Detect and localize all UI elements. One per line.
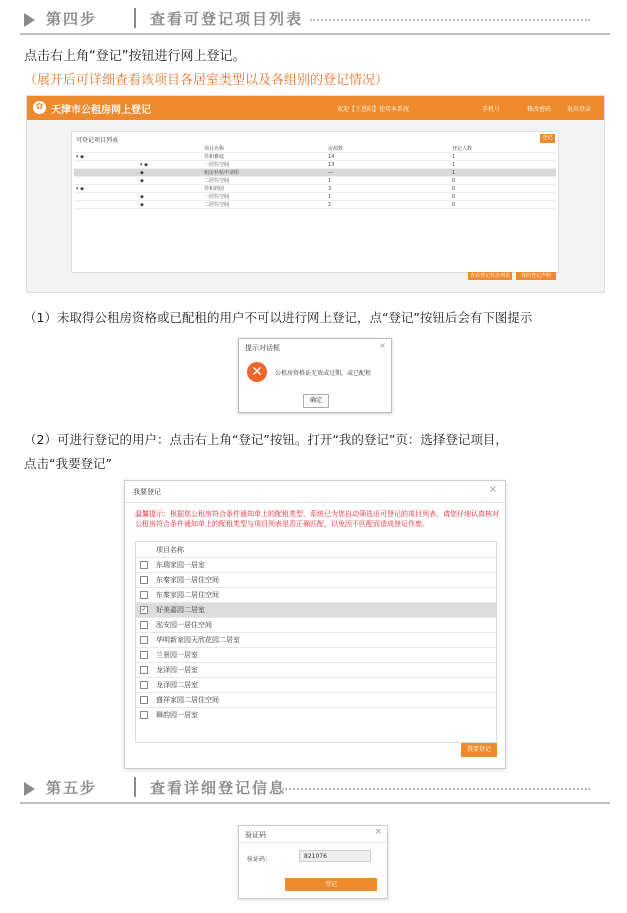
checkbox[interactable] — [140, 621, 148, 629]
dialog-message: 公租房资格证无效或过期，或已配租 — [275, 370, 372, 377]
close-icon[interactable]: × — [488, 484, 497, 495]
nav-logout[interactable]: 退出登录 — [567, 106, 592, 113]
captcha-input[interactable]: 821076 — [299, 850, 371, 862]
header-underline — [20, 802, 610, 804]
step4-header — [20, 5, 610, 35]
captcha-dialog — [238, 825, 388, 899]
logo-icon: ✿ — [33, 101, 46, 114]
dialog-title: 验证码 — [245, 831, 266, 839]
project-checklist — [135, 541, 497, 743]
checkbox[interactable] — [140, 696, 148, 704]
checkbox[interactable] — [140, 681, 148, 689]
step4-title: 查看可登记项目列表 — [150, 10, 304, 28]
list-item[interactable] — [136, 572, 496, 587]
welcome-text: 欢迎【王恩阳】使用本系统 — [337, 106, 410, 113]
ok-button[interactable]: 确定 — [303, 394, 329, 408]
table-row[interactable]: ◆ 一居住空间 1 0 — [74, 193, 556, 201]
project-list-screenshot — [26, 95, 605, 293]
note2-line1: （2）可进行登记的用户：点击右上角“登记”按钮。打开“我的登记”页：选择登记项目， — [24, 432, 508, 447]
divider — [134, 777, 136, 797]
dialog-title: 提示对话框 — [245, 344, 280, 352]
checkbox[interactable] — [140, 651, 148, 659]
item-label: 好美嘉园二居室 — [156, 606, 205, 614]
close-icon[interactable]: × — [374, 827, 382, 837]
register-button[interactable]: 登记 — [540, 134, 555, 143]
triangle-icon — [24, 13, 35, 27]
table-row[interactable]: ▾ ◆ 佳和润园 3 0 — [74, 185, 556, 193]
list-item[interactable] — [136, 707, 496, 722]
panel-title: 可登记项目列表 — [76, 137, 119, 144]
nav-change-password[interactable]: 修改密码 — [527, 106, 552, 113]
close-icon[interactable]: × — [379, 341, 386, 350]
checkbox[interactable] — [140, 561, 148, 569]
note1: （1）未取得公租房资格或已配租的用户不可以进行网上登记，点“登记”按钮后会有下图提示 — [24, 310, 533, 325]
table-row[interactable]: ▾ ◆ 佳和雅庭 14 1 — [74, 153, 556, 161]
checkbox[interactable] — [140, 591, 148, 599]
view-status-list-button[interactable]: 查看登记状态列表 — [469, 273, 510, 279]
table-header: 项目名称 房源数 登记人数 — [74, 145, 556, 153]
my-registration-button[interactable]: 我的登记声明 — [516, 272, 556, 280]
divider — [125, 502, 505, 503]
item-label: 龙泽园一居室 — [156, 666, 198, 674]
dialog-title: 我要登记 — [133, 488, 161, 496]
step5-header — [20, 774, 610, 804]
step5-title: 查看详细登记信息 — [150, 779, 287, 797]
list-item[interactable] — [136, 677, 496, 692]
submit-registration-button[interactable]: 我要登记 — [461, 743, 497, 757]
nav-phone-link[interactable]: 手机号 — [482, 106, 501, 113]
list-item[interactable] — [136, 632, 496, 647]
item-label: 东秦家园一居住空间 — [156, 576, 219, 584]
my-registration-dialog — [124, 480, 506, 769]
list-item[interactable] — [136, 617, 496, 632]
app-topbar — [27, 96, 604, 120]
table-row[interactable]: ◆ 二居住空间 2 0 — [74, 201, 556, 209]
warning-text: 温馨提示：根据您公租房符合条件通知单上的配租类型，系统已为您自动筛选出可登记的项目列表，请您仔细认真核对公租房符合条件通知单上的配租类型与项目列表是否正确匹配，以免因不匹配而造成登记作废。 — [135, 510, 499, 528]
list-item[interactable] — [136, 602, 496, 617]
checkbox[interactable] — [140, 666, 148, 674]
table-row[interactable]: ◆ 二居住空间 1 0 — [74, 177, 556, 185]
item-label: 龙泽园二居室 — [156, 681, 198, 689]
dotted-rule — [282, 788, 590, 790]
app-title: 天津市公租房网上登记 — [51, 105, 151, 116]
step5-number: 第五步 — [46, 779, 98, 797]
prompt-dialog — [238, 338, 392, 413]
list-item[interactable] — [136, 587, 496, 602]
checkbox[interactable] — [140, 576, 148, 584]
dotted-rule — [310, 19, 590, 21]
list-item[interactable] — [136, 557, 496, 572]
list-item[interactable] — [136, 692, 496, 707]
table-row[interactable]: ▾ ◆ 一居住空间 13 1 — [74, 161, 556, 169]
list-item[interactable] — [136, 662, 496, 677]
item-label: 东瑞家园一居室 — [156, 561, 205, 569]
item-label: 华明新家园天欣花园二居室 — [156, 636, 240, 644]
divider — [239, 842, 387, 843]
table-row[interactable]: ◆ 租房补贴申请组 — 1 — [74, 169, 556, 177]
list-item[interactable] — [136, 647, 496, 662]
captcha-label: 验证码： — [247, 856, 272, 863]
checkbox[interactable] — [140, 711, 148, 719]
project-list-panel — [71, 131, 559, 273]
item-label: 泓安园一居住空间 — [156, 621, 212, 629]
note2-line2: 点击“我要登记” — [24, 456, 112, 471]
item-label: 舞韵园一居室 — [156, 711, 198, 719]
header-underline — [20, 33, 610, 35]
intro-line1: 点击右上角“登记”按钮进行网上登记。 — [24, 49, 246, 64]
list-header: 项目名称 — [156, 546, 184, 554]
divider — [134, 8, 136, 28]
project-table — [74, 145, 556, 209]
error-icon: ✕ — [247, 362, 267, 382]
triangle-icon — [24, 782, 35, 796]
intro-line2: （展开后可详细查看该项目各居室类型以及各组别的登记情况） — [24, 73, 389, 88]
item-label: 盛祥家园二居住空间 — [156, 696, 219, 704]
item-label: 东秦家园二居住空间 — [156, 591, 219, 599]
checkbox[interactable] — [140, 636, 148, 644]
register-submit-button[interactable]: 登记 — [285, 878, 377, 891]
checkbox[interactable]: ✓ — [141, 606, 147, 613]
item-label: 兰景园一居室 — [156, 651, 198, 659]
step4-number: 第四步 — [46, 10, 98, 28]
